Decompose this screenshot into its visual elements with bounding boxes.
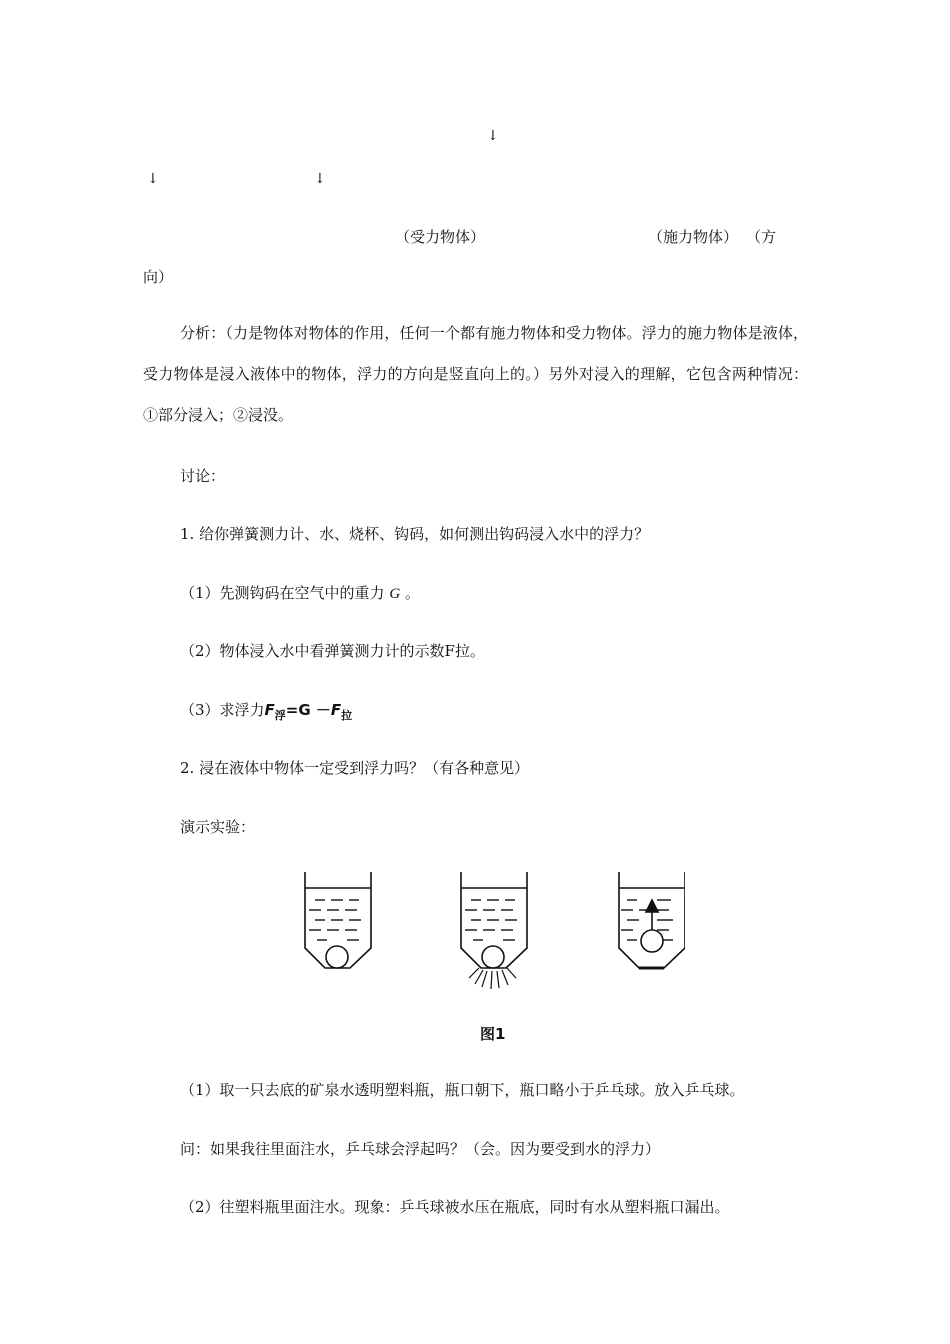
label-direction-end: 向） [143, 268, 174, 286]
bottle-3 [619, 872, 685, 968]
arrow-down-1: ↓ [487, 128, 499, 144]
question-ask: 问：如果我往里面注水，乒乓球会浮起吗？（会。因为要受到水的浮力） [180, 1140, 661, 1158]
label-receiver: （受力物体） [395, 228, 486, 246]
arrow-down-2: ↓ [147, 171, 159, 187]
step-1 [180, 583, 420, 604]
experiment-step-1: （1）取一只去底的矿泉水透明塑料瓶，瓶口朝下，瓶口略小于乒乓球。放入乒乓球。 [180, 1081, 745, 1099]
step-2: （2）物体浸入水中看弹簧测力计的示数F拉。 [180, 642, 485, 660]
label-applier: （施力物体） [648, 228, 739, 246]
label-direction-start: （方 [746, 228, 777, 246]
figure-caption: 图1 [480, 1025, 506, 1043]
demo-heading: 演示实验： [180, 818, 256, 836]
question-1: 1. 给你弹簧测力计、水、烧杯、钩码，如何测出钩码浸入水中的浮力？ [180, 525, 650, 543]
arrow-down-3: ↓ [314, 171, 326, 187]
formula-f2: F [330, 701, 342, 719]
formula-sub-float: 浮 [274, 709, 286, 722]
formula-eq: =G － [285, 701, 331, 719]
formula-sub-pull: 拉 [341, 709, 353, 722]
experiment-step-2: （2）往塑料瓶里面注水。现象：乒乓球被水压在瓶底，同时有水从塑料瓶口漏出。 [180, 1198, 730, 1216]
bottle-2 [461, 872, 527, 989]
question-2: 2. 浸在液体中物体一定受到浮力吗？（有各种意见） [180, 759, 530, 777]
step-1-suffix: 。 [404, 584, 420, 602]
bottle-1 [305, 872, 371, 968]
formula-f: F [264, 701, 275, 719]
step-1-text: （1）先测钩码在空气中的重力 [180, 584, 385, 602]
discussion-heading: 讨论： [180, 467, 226, 485]
experiment-figure [295, 868, 685, 993]
gravity-symbol: G [389, 586, 401, 602]
buoyancy-formula [264, 701, 353, 722]
step-3-text: （3）求浮力 [180, 701, 265, 719]
step-3 [180, 700, 352, 726]
analysis-paragraph: 分析：（力是物体对物体的作用，任何一个都有施力物体和受力物体。浮力的施力物体是液体，受力物体是浸入液体中的物体，浮力的方向是竖直向上的。）另外对浸入的理解，它包含两种情况：①部分浸入；②浸没。 [143, 324, 808, 424]
